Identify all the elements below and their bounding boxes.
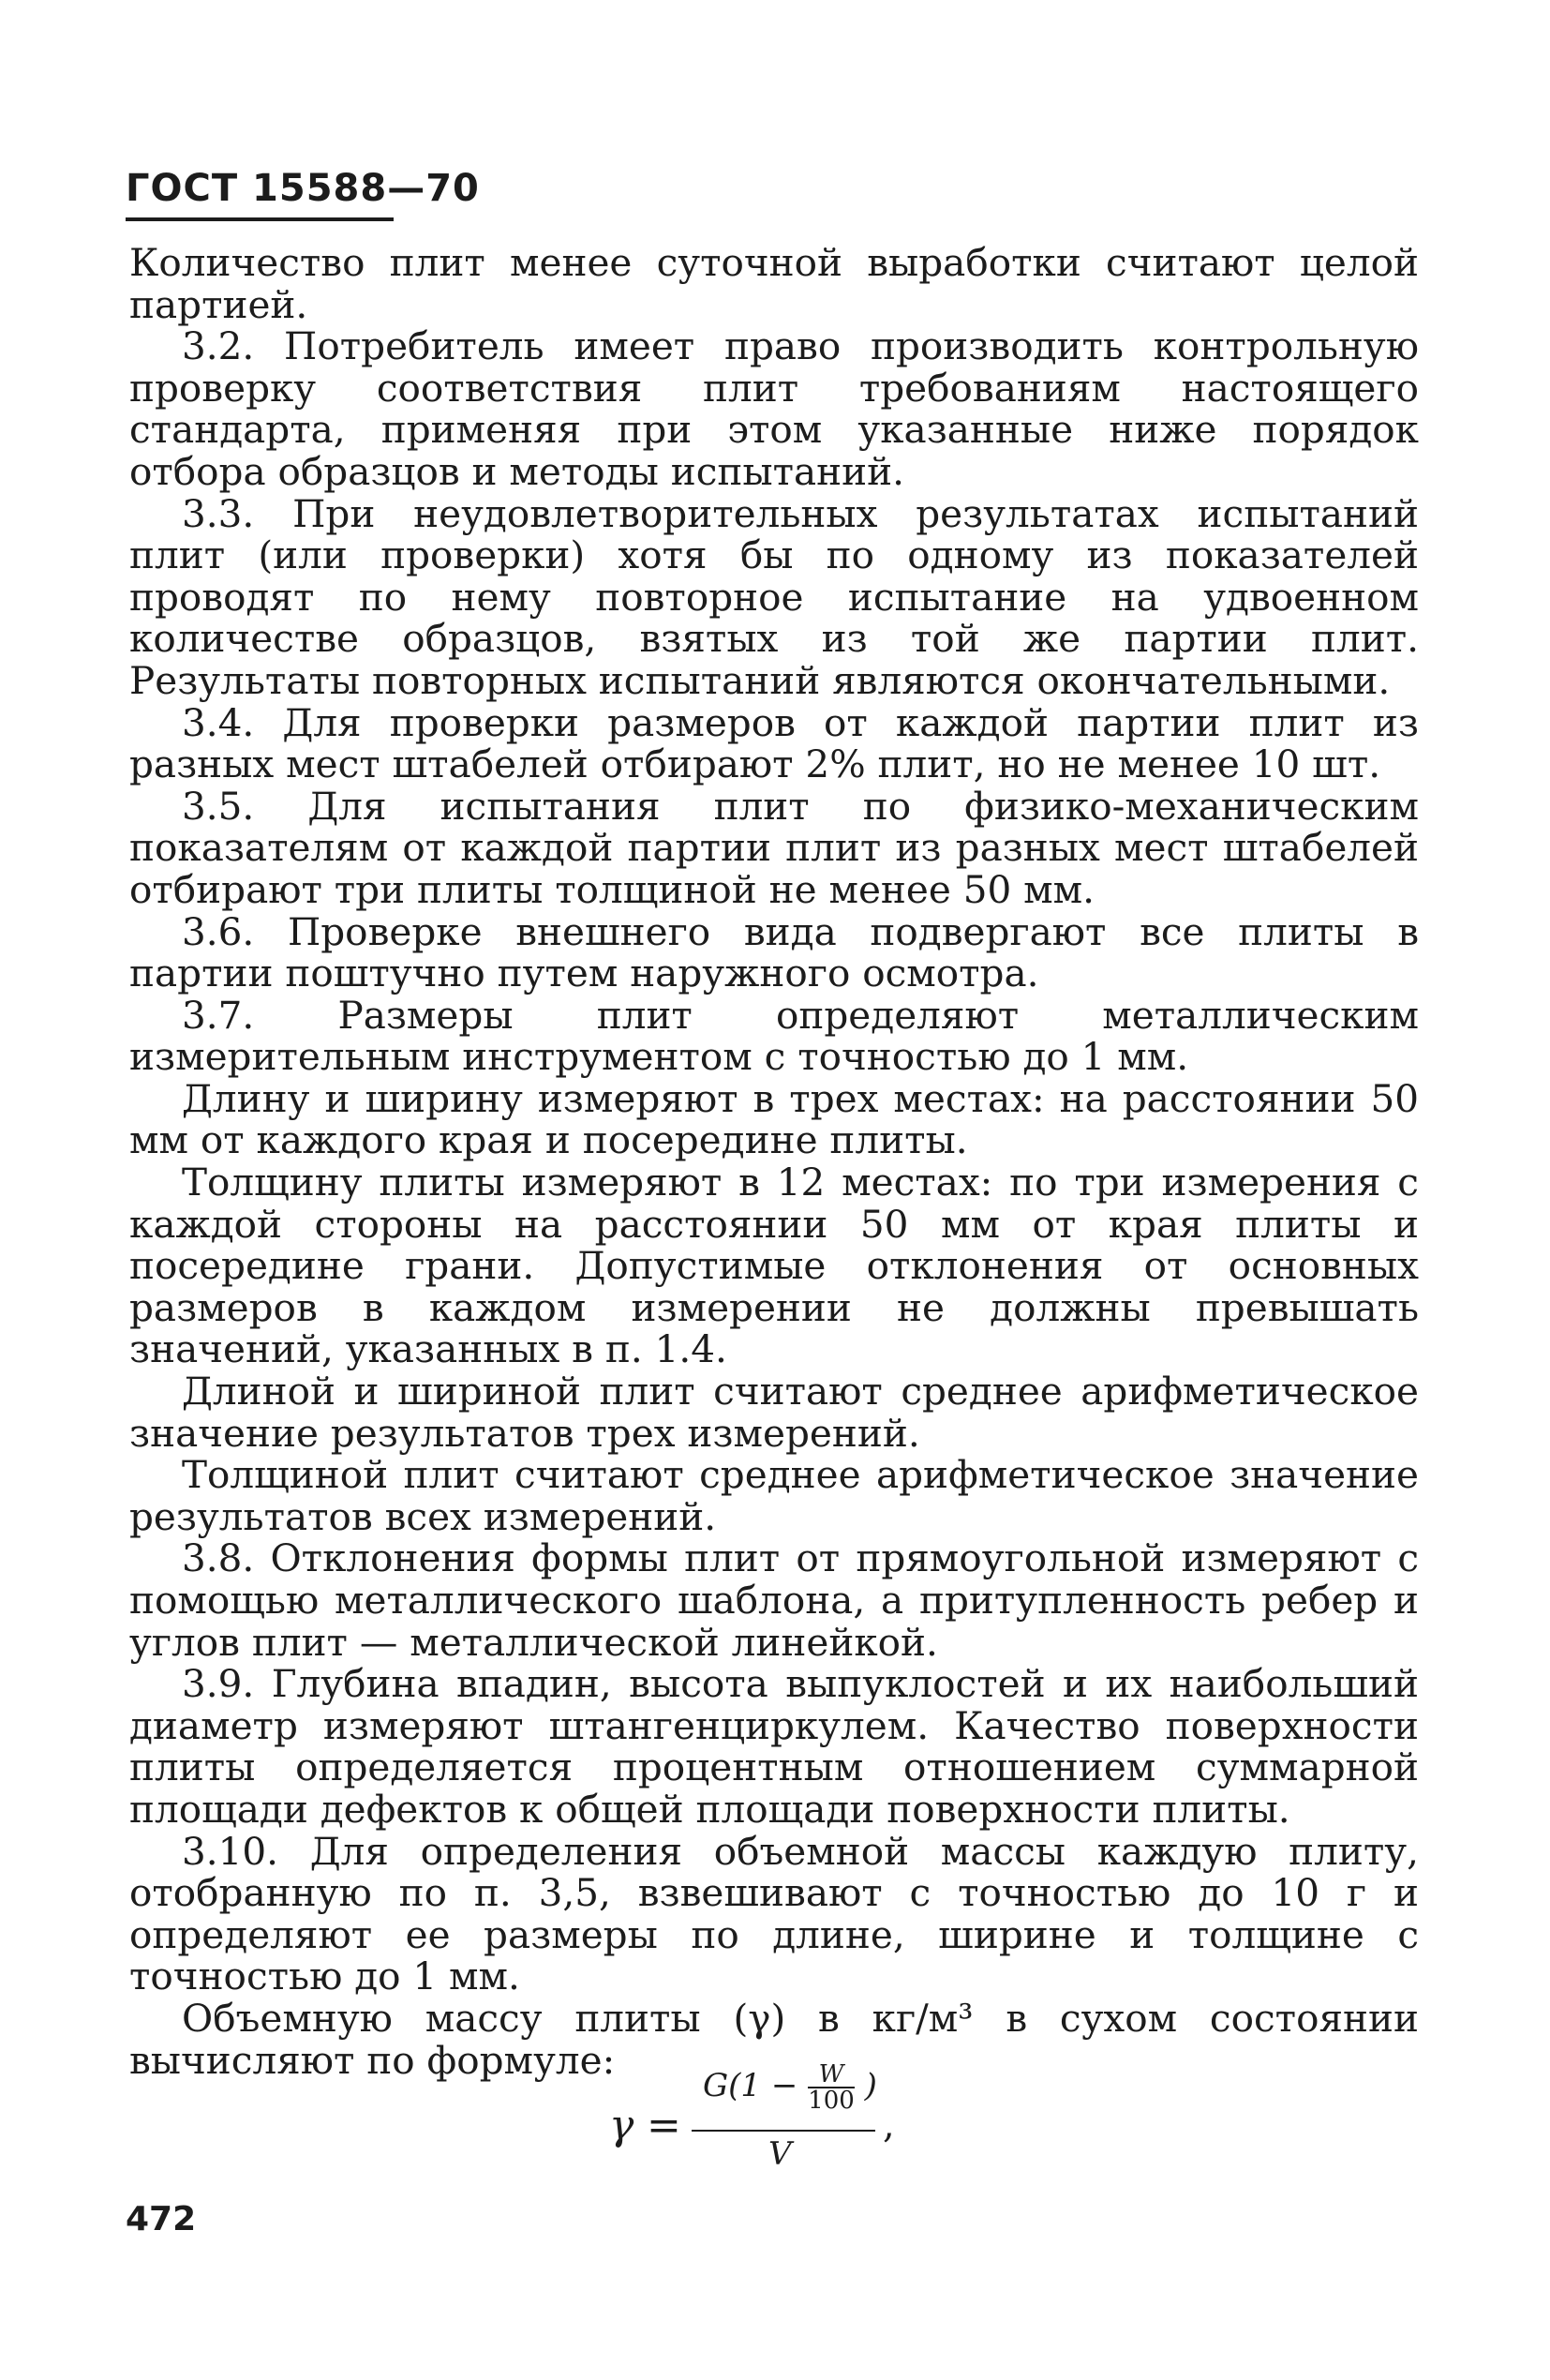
paragraph: Длину и ширину измеряют в трех местах: на расстоянии 50 мм от каждого края и посередине плиты. [129, 1075, 1419, 1163]
formula-trailing-comma: , [883, 2103, 895, 2147]
paragraph-3-9: 3.9. Глубина впадин, высота выпуклостей и их наибольший диаметр измеряют штангенциркулем. Качество поверхности плиты определяется процентным отношением суммарной площади дефектов к общей площади поверхности плиты. [129, 1661, 1419, 1832]
header-rule [126, 217, 394, 221]
paragraph: Толщиной плит считают среднее арифметическое значение результатов всех измерений. [129, 1452, 1419, 1539]
paragraph-3-8: 3.8. Отклонения формы плит от прямоугольной измеряют с помощью металлического шаблона, а притупленность ребер и углов плит — металлической линейкой. [129, 1535, 1419, 1665]
inner-fraction-top: W [808, 2062, 855, 2088]
paragraph-3-2: 3.2. Потребитель имеет право производить контрольную проверку соответствия плит требованиям настоящего стандарта, применяя при этом указанные ниже порядок отбора образцов и методы испытаний. [129, 323, 1419, 494]
paragraph-3-6: 3.6. Проверке внешнего вида подвергают все плиты в партии поштучно путем наружного осмотра. [129, 908, 1419, 996]
formula-equals: = [647, 2102, 681, 2149]
paragraph: Количество плит менее суточной выработки считают целой партией. [129, 240, 1419, 327]
numerator-suffix: ) [864, 2067, 877, 2104]
paragraph: Длиной и шириной плит считают среднее арифметическое значение результатов трех измерений. [129, 1369, 1419, 1456]
body-text [129, 242, 1419, 2081]
inner-fraction-bottom: 100 [808, 2087, 855, 2115]
paragraph-3-10: 3.10. Для определения объемной массы каждую плиту, отобранную по п. 3,5, взвешивают с точностью до 10 г и определяют ее размеры по длине, ширине и толщине с точностью до 1 мм. [129, 1828, 1419, 1999]
fraction-bar [692, 2130, 875, 2132]
formula-lhs: γ [609, 2102, 634, 2149]
paragraph-3-5: 3.5. Для испытания плит по физико-механическим показателям от каждой партии плит из разных мест штабелей отбирают три плиты толщиной не менее 50 мм. [129, 783, 1419, 912]
paragraph: Объемную массу плиты (γ) в кг/м³ в сухом состоянии вычисляют по формуле: [129, 1995, 1419, 2083]
paragraph-3-7: 3.7. Размеры плит определяют металлическим измерительным инструментом с точностью до 1 мм. [129, 992, 1419, 1080]
page-number: 472 [126, 2200, 197, 2238]
formula-denominator: V [768, 2135, 792, 2173]
paragraph-3-3: 3.3. При неудовлетворительных результатах испытаний плит (или проверки) хотя бы по одному из показателей проводят по нему повторное испытание на удвоенном количестве образцов, взятых из той же партии плит. Результаты повторных испытаний являются окончательными. [129, 490, 1419, 703]
density-formula [609, 2062, 984, 2184]
paragraph-3-4: 3.4. Для проверки размеров от каждой партии плит из разных мест штабелей отбирают 2% плит, но не менее 10 шт. [129, 699, 1419, 787]
standard-header: ГОСТ 15588—70 [126, 167, 480, 210]
numerator-prefix: G(1 − [703, 2067, 798, 2104]
paragraph: Толщину плиты измеряют в 12 местах: по три измерения с каждой стороны на расстоянии 50 мм от края плиты и посередине грани. Допустимые отклонения от основных размеров в каждом измерении не должны превышать значений, указанных в п. 1.4. [129, 1160, 1419, 1372]
formula-numerator [703, 2062, 877, 2113]
inner-fraction [808, 2062, 855, 2113]
